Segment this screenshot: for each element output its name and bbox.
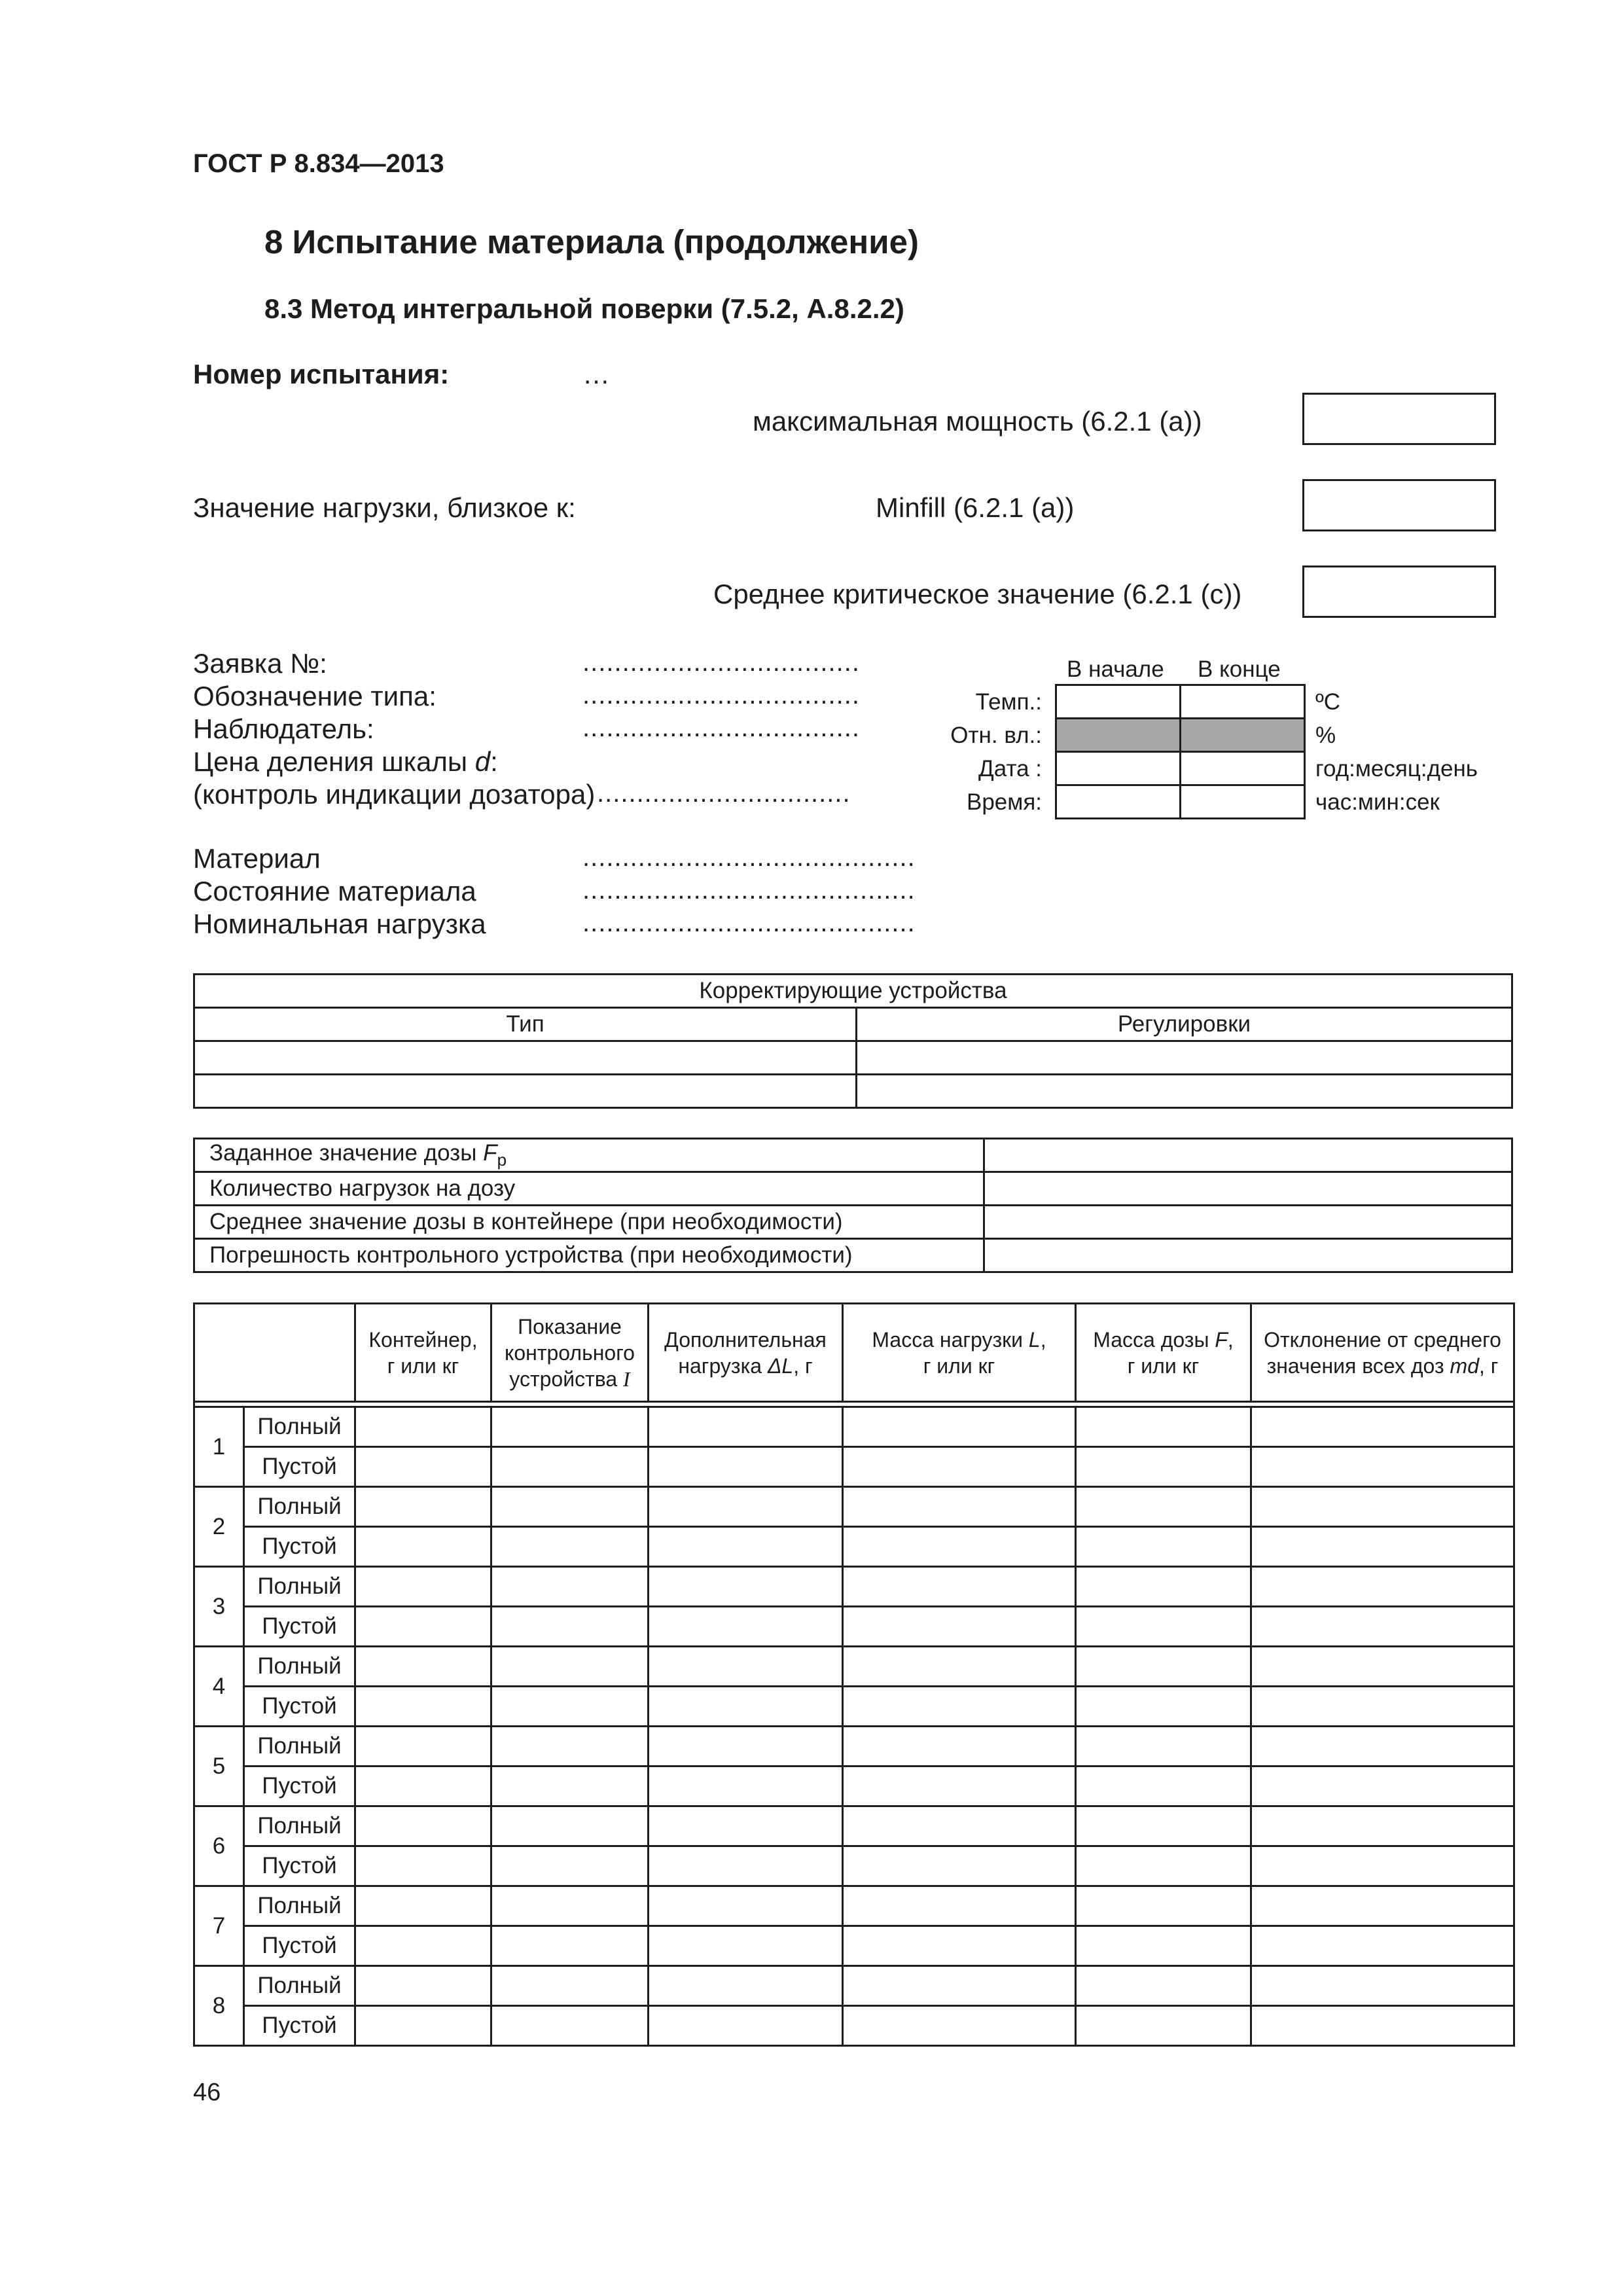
header-extra-symbol: ΔL — [767, 1354, 794, 1378]
header-load-unit: г или кг — [923, 1354, 995, 1378]
scale-division-label — [193, 746, 498, 778]
measurement-value-cell[interactable] — [649, 1806, 843, 1846]
measurement-value-cell[interactable] — [1251, 1567, 1514, 1607]
header-dose-symbol: F — [1215, 1327, 1228, 1352]
header-reading-symbol: I — [623, 1367, 630, 1391]
measurement-header-row — [194, 1304, 1514, 1402]
param-label-loads: Количество нагрузок на дозу — [194, 1172, 984, 1206]
env-cell-humidity-start[interactable] — [1056, 719, 1181, 752]
measurement-value-cell[interactable] — [491, 1886, 649, 1926]
env-row-label-humidity: Отн. вл.: — [950, 723, 1042, 748]
material-state-label: Состояние материала — [193, 876, 476, 906]
measurement-row-empty — [194, 2006, 1514, 2046]
measurement-value-cell[interactable] — [1251, 1447, 1514, 1487]
measurement-value-cell[interactable] — [649, 1527, 843, 1567]
param-label-avg: Среднее значение дозы в контейнере (при необходимости) — [194, 1206, 984, 1239]
param-label-error: Погрешность контрольного устройства (при необходимости) — [194, 1239, 984, 1272]
header-dose-text: Масса дозы — [1093, 1327, 1215, 1352]
measurement-value-cell[interactable] — [649, 1926, 843, 1966]
param-value-dose[interactable] — [984, 1139, 1512, 1172]
corr-cell-type[interactable] — [194, 1041, 857, 1075]
measurement-value-cell[interactable] — [843, 1966, 1076, 2006]
measurement-value-cell[interactable] — [649, 1687, 843, 1727]
env-row-temp — [1056, 685, 1305, 719]
empty-label: Пустой — [244, 1607, 355, 1647]
measurement-row-full — [194, 1966, 1514, 2006]
full-label: Полный — [244, 1487, 355, 1527]
material-field[interactable]: .......................................... — [582, 843, 916, 872]
measurement-value-cell[interactable] — [1251, 1687, 1514, 1727]
full-label: Полный — [244, 1886, 355, 1926]
type-designation-label: Обозначение типа: — [193, 681, 437, 711]
param-row-error — [194, 1239, 1512, 1272]
observer-field[interactable]: ................................... — [582, 713, 860, 742]
header-extra-load — [649, 1304, 843, 1402]
test-number-cell: 4 — [194, 1647, 244, 1727]
measurement-value-cell[interactable] — [1076, 1966, 1251, 2006]
measurement-value-cell[interactable] — [355, 1447, 491, 1487]
load-option-max-label: максимальная мощность (6.2.1 (a)) — [753, 406, 1202, 437]
measurement-value-cell[interactable] — [1076, 1767, 1251, 1806]
full-label: Полный — [244, 1567, 355, 1607]
test-number-cell: 8 — [194, 1966, 244, 2046]
env-cell-time-start[interactable] — [1056, 785, 1181, 819]
measurement-value-cell[interactable] — [649, 1407, 843, 1447]
measurement-value-cell[interactable] — [649, 1846, 843, 1886]
test-number-label: Номер испытания: — [193, 359, 450, 389]
measurement-value-cell[interactable] — [1076, 1846, 1251, 1886]
env-row-label-temp: Темп.: — [975, 689, 1042, 715]
measurement-value-cell[interactable] — [491, 1647, 649, 1687]
test-number-cell: 5 — [194, 1727, 244, 1806]
header-reading-line2: контрольного — [505, 1340, 635, 1365]
measurement-row-empty — [194, 1447, 1514, 1487]
measurement-value-cell[interactable] — [491, 1767, 649, 1806]
measurement-value-cell[interactable] — [843, 1846, 1076, 1886]
measurement-value-cell[interactable] — [491, 1487, 649, 1527]
test-number-cell: 3 — [194, 1567, 244, 1647]
header-extra-line2: нагрузка — [678, 1354, 768, 1378]
env-row-humidity — [1056, 719, 1305, 752]
application-label: Заявка №: — [193, 648, 327, 679]
measurement-value-cell[interactable] — [355, 1687, 491, 1727]
measurement-value-cell[interactable] — [1076, 1687, 1251, 1727]
env-cell-date-start[interactable] — [1056, 752, 1181, 785]
measurement-row-full — [194, 1886, 1514, 1926]
measurement-value-cell[interactable] — [1251, 1727, 1514, 1767]
header-extra-line1: Дополнительная — [664, 1327, 827, 1352]
measurement-value-cell[interactable] — [1251, 1886, 1514, 1926]
correcting-devices-table — [193, 973, 1513, 1109]
header-deviation — [1251, 1304, 1514, 1402]
corr-row — [194, 1041, 1512, 1075]
scale-division-symbol: d — [474, 746, 491, 777]
header-dose-mass — [1076, 1304, 1251, 1402]
measurement-value-cell[interactable] — [1076, 1727, 1251, 1767]
env-cell-humidity-end[interactable] — [1181, 719, 1305, 752]
param-row-loads — [194, 1172, 1512, 1206]
load-option-minfill-checkbox[interactable] — [1302, 479, 1496, 531]
env-unit-time: час:мин:сек — [1315, 789, 1440, 815]
empty-label: Пустой — [244, 1527, 355, 1567]
measurement-value-cell[interactable] — [355, 1527, 491, 1567]
measurement-row-full — [194, 1487, 1514, 1527]
header-load-symbol: L — [1028, 1327, 1041, 1352]
measurement-value-cell[interactable] — [491, 1966, 649, 2006]
measurement-value-cell[interactable] — [649, 1886, 843, 1926]
measurement-value-cell[interactable] — [1076, 2006, 1251, 2046]
test-number-cell: 1 — [194, 1407, 244, 1487]
env-col-start: В начале — [1067, 656, 1164, 682]
env-cell-temp-start[interactable] — [1056, 685, 1181, 719]
test-number-cell: 6 — [194, 1806, 244, 1886]
env-unit-humidity: % — [1315, 723, 1336, 748]
measurement-value-cell[interactable] — [843, 1527, 1076, 1567]
header-load-text: Масса нагрузки — [872, 1327, 1029, 1352]
env-unit-temp: ºC — [1315, 689, 1341, 715]
scale-division-colon: : — [490, 746, 498, 777]
header-extra-unit: , г — [793, 1354, 813, 1378]
measurement-value-cell[interactable] — [491, 1607, 649, 1647]
env-row-date — [1056, 752, 1305, 785]
empty-label: Пустой — [244, 1846, 355, 1886]
measurement-value-cell[interactable] — [491, 1567, 649, 1607]
header-dev-line1: Отклонение от среднего — [1264, 1327, 1501, 1352]
measurement-value-cell[interactable] — [1251, 1966, 1514, 2006]
measurement-value-cell[interactable] — [649, 1647, 843, 1687]
observer-label: Наблюдатель: — [193, 713, 374, 744]
measurement-value-cell[interactable] — [355, 1567, 491, 1607]
control-indication-field[interactable]: ................................ — [597, 779, 851, 808]
measurement-value-cell[interactable] — [1251, 1527, 1514, 1567]
measurement-value-cell[interactable] — [1251, 1647, 1514, 1687]
measurement-body — [194, 1407, 1514, 2046]
measurement-row-empty — [194, 1767, 1514, 1806]
section-title: 8 Испытание материала (продолжение) — [264, 223, 919, 260]
measurement-value-cell[interactable] — [843, 1926, 1076, 1966]
measurement-value-cell[interactable] — [843, 1727, 1076, 1767]
full-label: Полный — [244, 1647, 355, 1687]
full-label: Полный — [244, 1727, 355, 1767]
env-cell-temp-end[interactable] — [1181, 685, 1305, 719]
measurement-value-cell[interactable] — [1251, 1846, 1514, 1886]
measurement-value-cell[interactable] — [843, 1767, 1076, 1806]
measurement-value-cell[interactable] — [649, 1767, 843, 1806]
nominal-load-label: Номинальная нагрузка — [193, 908, 486, 939]
load-option-minfill-label: Minfill (6.2.1 (a)) — [876, 492, 1075, 523]
header-container-line1: Контейнер, — [368, 1327, 478, 1352]
measurement-value-cell[interactable] — [1076, 1886, 1251, 1926]
test-number-cell: 2 — [194, 1487, 244, 1567]
measurement-value-cell[interactable] — [1251, 1487, 1514, 1527]
measurement-value-cell[interactable] — [649, 1607, 843, 1647]
measurement-value-cell[interactable] — [1076, 1447, 1251, 1487]
measurement-value-cell[interactable] — [1251, 1407, 1514, 1447]
measurement-value-cell[interactable] — [491, 1846, 649, 1886]
measurement-value-cell[interactable] — [1076, 1567, 1251, 1607]
measurement-value-cell[interactable] — [355, 1886, 491, 1926]
environment-table — [1055, 684, 1306, 819]
measurement-value-cell[interactable] — [355, 2006, 491, 2046]
measurement-value-cell[interactable] — [649, 1966, 843, 2006]
corr-col-adjust: Регулировки — [857, 1008, 1512, 1041]
header-dose-unit: г или кг — [1127, 1354, 1200, 1378]
measurement-value-cell[interactable] — [355, 1487, 491, 1527]
header-separator-row — [194, 1402, 1514, 1407]
header-reading-line3: устройства — [509, 1367, 624, 1391]
empty-label: Пустой — [244, 1687, 355, 1727]
measurement-value-cell[interactable] — [649, 2006, 843, 2046]
param-dose-text: Заданное значение дозы — [209, 1140, 484, 1166]
env-cell-time-end[interactable] — [1181, 785, 1305, 819]
measurement-value-cell[interactable] — [843, 2006, 1076, 2046]
measurement-value-cell[interactable] — [355, 1846, 491, 1886]
measurement-value-cell[interactable] — [843, 1607, 1076, 1647]
measurement-value-cell[interactable] — [843, 1687, 1076, 1727]
measurement-row-empty — [194, 1846, 1514, 1886]
measurement-row-empty — [194, 1527, 1514, 1567]
env-row-label-time: Время: — [966, 789, 1042, 815]
measurement-value-cell[interactable] — [355, 1926, 491, 1966]
corr-row — [194, 1075, 1512, 1108]
load-option-critical-checkbox[interactable] — [1302, 565, 1496, 618]
corr-title: Корректирующие устройства — [194, 975, 1512, 1008]
measurement-value-cell[interactable] — [355, 1647, 491, 1687]
type-designation-field[interactable]: ................................... — [582, 681, 860, 709]
full-label: Полный — [244, 1407, 355, 1447]
measurement-value-cell[interactable] — [355, 1727, 491, 1767]
param-dose-symbol: F — [483, 1140, 497, 1166]
test-number-value: … — [582, 359, 610, 389]
measurement-value-cell[interactable] — [1251, 1767, 1514, 1806]
measurement-value-cell[interactable] — [649, 1567, 843, 1607]
document-code: ГОСТ Р 8.834—2013 — [193, 149, 444, 178]
load-option-critical-label: Среднее критическое значение (6.2.1 (c)) — [713, 579, 1242, 609]
header-dev-symbol: md — [1450, 1354, 1479, 1378]
measurement-value-cell[interactable] — [843, 1647, 1076, 1687]
measurement-value-cell[interactable] — [491, 1687, 649, 1727]
header-separator — [194, 1402, 1514, 1407]
env-cell-date-end[interactable] — [1181, 752, 1305, 785]
empty-label: Пустой — [244, 1447, 355, 1487]
material-label: Материал — [193, 843, 321, 874]
header-empty-cell — [194, 1304, 355, 1402]
measurement-value-cell[interactable] — [355, 1966, 491, 2006]
measurement-value-cell[interactable] — [843, 1806, 1076, 1846]
measurement-row-empty — [194, 1926, 1514, 1966]
measurement-row-full — [194, 1567, 1514, 1607]
nominal-load-field[interactable]: .......................................... — [582, 908, 916, 937]
header-dev-unit: , г — [1478, 1354, 1499, 1378]
param-value-loads[interactable] — [984, 1172, 1512, 1206]
measurement-value-cell[interactable] — [843, 1447, 1076, 1487]
load-option-max-checkbox[interactable] — [1302, 393, 1496, 445]
param-label-dose — [194, 1139, 984, 1172]
measurement-value-cell[interactable] — [649, 1487, 843, 1527]
header-reading — [491, 1304, 649, 1402]
env-row-label-date: Дата : — [978, 756, 1042, 781]
application-field[interactable]: ................................... — [582, 648, 860, 677]
scale-division-text: Цена деления шкалы — [193, 746, 475, 777]
corr-title-row — [194, 975, 1512, 1008]
header-container — [355, 1304, 491, 1402]
header-load-comma: , — [1040, 1327, 1046, 1352]
measurement-value-cell[interactable] — [1251, 1607, 1514, 1647]
empty-label: Пустой — [244, 1767, 355, 1806]
measurement-value-cell[interactable] — [491, 2006, 649, 2046]
full-label: Полный — [244, 1806, 355, 1846]
measurement-value-cell[interactable] — [843, 1886, 1076, 1926]
header-container-line2: г или кг — [387, 1354, 459, 1378]
measurement-row-full — [194, 1727, 1514, 1767]
subsection-title: 8.3 Метод интегральной поверки (7.5.2, A.8.2.2) — [264, 293, 904, 324]
measurement-value-cell[interactable] — [1251, 1806, 1514, 1846]
env-unit-date: год:месяц:день — [1315, 756, 1478, 781]
measurement-value-cell[interactable] — [649, 1447, 843, 1487]
measurement-row-full — [194, 1407, 1514, 1447]
empty-label: Пустой — [244, 1926, 355, 1966]
measurement-value-cell[interactable] — [1076, 1527, 1251, 1567]
measurement-value-cell[interactable] — [491, 1407, 649, 1447]
measurement-value-cell[interactable] — [355, 1407, 491, 1447]
measurement-value-cell[interactable] — [1076, 1806, 1251, 1846]
measurement-value-cell[interactable] — [355, 1806, 491, 1846]
full-label: Полный — [244, 1966, 355, 2006]
measurement-value-cell[interactable] — [1076, 1647, 1251, 1687]
measurement-value-cell[interactable] — [491, 1447, 649, 1487]
measurement-row-empty — [194, 1607, 1514, 1647]
parameters-table — [193, 1138, 1513, 1273]
measurement-row-full — [194, 1806, 1514, 1846]
header-load-mass — [843, 1304, 1076, 1402]
header-dose-comma: , — [1227, 1327, 1234, 1352]
measurement-value-cell[interactable] — [491, 1926, 649, 1966]
load-label: Значение нагрузки, близкое к: — [193, 492, 576, 523]
material-state-field[interactable]: .......................................... — [582, 876, 916, 905]
measurement-value-cell[interactable] — [355, 1607, 491, 1647]
param-row-dose — [194, 1139, 1512, 1172]
measurement-row-empty — [194, 1687, 1514, 1727]
measurement-value-cell[interactable] — [355, 1767, 491, 1806]
header-reading-line1: Показание — [518, 1314, 622, 1338]
measurement-table — [193, 1302, 1515, 2047]
env-row-time — [1056, 785, 1305, 819]
corr-cell-type[interactable] — [194, 1075, 857, 1108]
measurement-value-cell[interactable] — [1076, 1607, 1251, 1647]
param-row-avg — [194, 1206, 1512, 1239]
measurement-value-cell[interactable] — [491, 1527, 649, 1567]
corr-cell-adjust[interactable] — [857, 1041, 1512, 1075]
measurement-value-cell[interactable] — [649, 1727, 843, 1767]
empty-label: Пустой — [244, 2006, 355, 2046]
test-number-cell: 7 — [194, 1886, 244, 1966]
corr-cell-adjust[interactable] — [857, 1075, 1512, 1108]
control-indication-label: (контроль индикации дозатора) — [193, 779, 596, 810]
measurement-value-cell[interactable] — [843, 1567, 1076, 1607]
measurement-value-cell[interactable] — [491, 1806, 649, 1846]
measurement-value-cell[interactable] — [1251, 2006, 1514, 2046]
param-value-error[interactable] — [984, 1239, 1512, 1272]
param-dose-subscript: p — [497, 1150, 507, 1170]
measurement-value-cell[interactable] — [1076, 1926, 1251, 1966]
corr-col-type: Тип — [194, 1008, 857, 1041]
measurement-value-cell[interactable] — [1076, 1407, 1251, 1447]
param-value-avg[interactable] — [984, 1206, 1512, 1239]
measurement-value-cell[interactable] — [491, 1727, 649, 1767]
measurement-value-cell[interactable] — [1076, 1487, 1251, 1527]
header-dev-line2: значения всех доз — [1266, 1354, 1450, 1378]
env-col-end: В конце — [1198, 656, 1281, 682]
page-number: 46 — [193, 2079, 221, 2106]
measurement-value-cell[interactable] — [843, 1407, 1076, 1447]
measurement-value-cell[interactable] — [843, 1487, 1076, 1527]
measurement-row-full — [194, 1647, 1514, 1687]
measurement-value-cell[interactable] — [1251, 1926, 1514, 1966]
corr-header-row — [194, 1008, 1512, 1041]
